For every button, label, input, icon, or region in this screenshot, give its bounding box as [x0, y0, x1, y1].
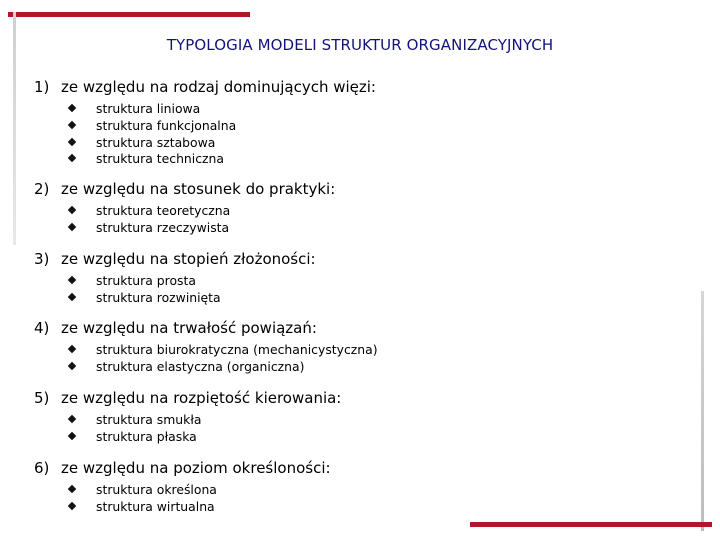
section-number: 4)	[34, 319, 50, 337]
section-heading-text: ze względu na stopień złożoności:	[61, 250, 316, 268]
section-number: 6)	[34, 459, 50, 477]
list-item-text: struktura określona	[96, 482, 217, 497]
section-heading-text: ze względu na rozpiętość kierowania:	[61, 389, 342, 407]
section-number: 2)	[34, 180, 50, 198]
top-accent-bar	[8, 12, 250, 17]
section-heading-text: ze względu na poziom określoności:	[61, 459, 331, 477]
slide-title: TYPOLOGIA MODELI STRUKTUR ORGANIZACYJNYCH	[166, 36, 554, 54]
section-1	[34, 78, 674, 168]
diamond-bullet-icon	[68, 345, 76, 353]
section-heading	[34, 459, 674, 477]
section-number: 5)	[34, 389, 50, 407]
section-heading	[34, 250, 674, 268]
section-heading-text: ze względu na rodzaj dominujących więzi:	[61, 78, 376, 96]
list-item	[34, 290, 674, 307]
list-item	[34, 412, 674, 429]
list-item-text: struktura prosta	[96, 273, 196, 288]
diamond-bullet-icon	[68, 121, 76, 129]
diamond-bullet-icon	[68, 432, 76, 440]
bottom-accent-bar	[470, 522, 712, 527]
list-item	[34, 273, 674, 290]
list-item-text: struktura sztabowa	[96, 134, 216, 150]
item-list	[34, 273, 674, 307]
section-5	[34, 389, 674, 446]
list-item	[34, 101, 674, 118]
section-6	[34, 459, 674, 516]
list-item	[34, 429, 674, 446]
section-heading-text: ze względu na stosunek do praktyki:	[61, 180, 336, 198]
section-2	[34, 180, 674, 237]
list-item	[34, 359, 674, 376]
list-item	[34, 118, 674, 135]
diamond-bullet-icon	[68, 154, 76, 162]
list-item	[34, 342, 674, 359]
diamond-bullet-icon	[68, 223, 76, 231]
list-item	[34, 135, 674, 152]
diamond-bullet-icon	[68, 415, 76, 423]
list-item-text: struktura smukła	[96, 412, 202, 427]
list-item	[34, 482, 674, 499]
section-number: 1)	[34, 78, 50, 96]
item-list	[34, 412, 674, 446]
item-list	[34, 101, 674, 168]
diamond-bullet-icon	[68, 293, 76, 301]
section-heading	[34, 389, 674, 407]
diamond-bullet-icon	[68, 104, 76, 112]
list-item-text: struktura elastyczna (organiczna)	[96, 358, 305, 374]
item-list	[34, 203, 674, 237]
list-item-text: struktura płaska	[96, 428, 197, 444]
section-number: 3)	[34, 250, 50, 268]
list-item-text: struktura teoretyczna	[96, 203, 231, 218]
item-list	[34, 342, 674, 376]
list-item	[34, 499, 674, 516]
list-item-text: struktura rozwinięta	[96, 289, 221, 305]
item-list	[34, 482, 674, 516]
list-item-text: struktura rzeczywista	[96, 219, 230, 235]
diamond-bullet-icon	[68, 137, 76, 145]
list-item-text: struktura funkcjonalna	[96, 117, 237, 133]
section-heading	[34, 180, 674, 198]
section-heading	[34, 78, 674, 96]
right-decorative-line	[701, 291, 704, 531]
list-item-text: struktura techniczna	[96, 151, 224, 167]
list-item	[34, 151, 674, 168]
diamond-bullet-icon	[68, 206, 76, 214]
list-item	[34, 220, 674, 237]
section-4	[34, 319, 674, 376]
section-3	[34, 250, 674, 307]
list-item-text: struktura wirtualna	[96, 498, 215, 514]
list-item	[34, 203, 674, 220]
section-heading-text: ze względu na trwałość powiązań:	[61, 319, 317, 337]
diamond-bullet-icon	[68, 502, 76, 510]
diamond-bullet-icon	[68, 485, 76, 493]
diamond-bullet-icon	[68, 276, 76, 284]
list-item-text: struktura liniowa	[96, 101, 201, 116]
section-heading	[34, 319, 674, 337]
list-item-text: struktura biurokratyczna (mechanicystyczna)	[96, 342, 378, 357]
diamond-bullet-icon	[68, 362, 76, 370]
